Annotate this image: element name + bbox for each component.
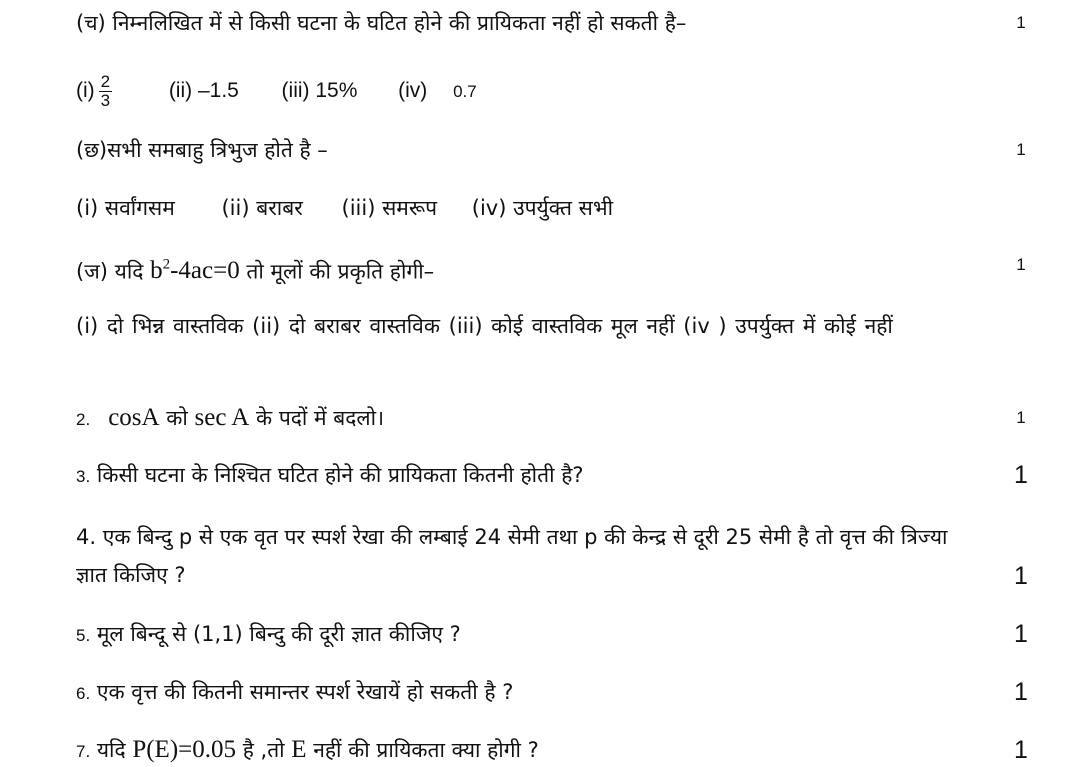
question-number: 5.	[76, 626, 91, 645]
marks: 1	[1014, 461, 1028, 489]
marks: 1	[1014, 620, 1028, 648]
marks: 1	[1014, 562, 1028, 590]
option-3: (iii) 15%	[281, 79, 358, 102]
option-1: (i) सर्वांगसम	[76, 196, 175, 220]
option-2: (ii) बराबर	[221, 196, 303, 220]
question-text: (छ)सभी समबाहु त्रिभुज होते है –	[76, 138, 328, 162]
question-text: एक वृत्त की कितनी समान्तर स्पर्श रेखायें हो सकती है ?	[96, 680, 514, 704]
option-2: (ii) –1.5	[168, 79, 239, 102]
options-row	[76, 68, 1072, 112]
marks: 1	[1014, 736, 1028, 764]
option-1: (i) $\frac{2}{3}$	[76, 71, 111, 110]
question-text: (च) निम्नलिखित में से किसी घटना के घटित होने की प्रायिकता नहीं हो सकती है–	[76, 11, 687, 35]
option-3: (iii) समरूप	[341, 196, 438, 220]
marks: 1	[1014, 678, 1028, 706]
question-number: 7.	[76, 742, 91, 761]
question-text: मूल बिन्दू से (1,1) बिन्दु की दूरी ज्ञात कीजिए ?	[96, 622, 461, 646]
options-block: (i) दो भिन्न वास्तविक (ii) दो बराबर वास्तविक (iii) कोई वास्तविक मूल नहीं (iv ) उपर्युक्त में कोई नहीं	[76, 314, 893, 338]
equation: $b^2-4ac=0$	[150, 257, 240, 285]
options-row	[76, 193, 1072, 223]
marks: 1	[1016, 13, 1026, 32]
marks: 1	[1016, 140, 1026, 159]
question-number: 3.	[76, 467, 91, 486]
question-number: 2.	[76, 410, 91, 429]
question-text: 4. एक बिन्दु p से एक वृत पर स्पर्श रेखा की लम्बाई 24 सेमी तथा p की केन्द्र से दूरी 25 सेमी है तो वृत्त की त्रिज्या ज्ञात किजिए ?	[76, 525, 948, 587]
marks: 1	[1016, 255, 1026, 274]
question-number: 6.	[76, 684, 91, 703]
option-4: (iv) उपर्युक्त सभी	[471, 196, 614, 220]
fraction: $\frac{2}{3}$	[100, 71, 111, 110]
marks: 1	[1016, 408, 1026, 427]
question-text: किसी घटना के निश्चित घटित होने की प्रायिकता कितनी होती है?	[96, 463, 584, 487]
option-4: (iv) 0.7	[398, 79, 477, 102]
